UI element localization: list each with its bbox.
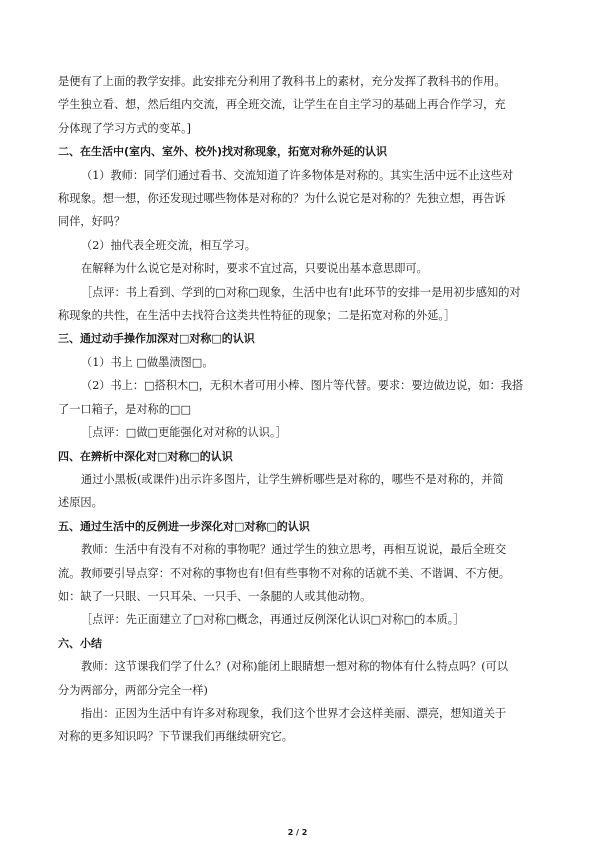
text-line: 在解释为什么说它是对称时，要求不宜过高，只要说出基本意思即可。 [81, 262, 428, 276]
text-line: 通过小黑板(或课件)出示许多图片，让学生辨析哪些是对称的，哪些不是对称的，并简 [81, 472, 504, 486]
text-line: 指出：正因为生活中有许多对称现象，我们这个世界才会这样美丽、漂亮，想知道关于 [81, 706, 507, 720]
section-heading: 六、小结 [58, 636, 102, 650]
text-line: 分为两部分，两部分完全一样) [58, 683, 208, 697]
text-line: 称现象。想一想，你还发现过哪些物体是对称的？为什么说它是对称的？先独立想，再告诉 [58, 192, 506, 206]
text-line: （1）书上 □做墨渍图□。 [81, 355, 214, 369]
text-line: 称现象的共性，在生活中去找符合这类共性特征的现象；二是拓宽对称的外延。］ [58, 309, 456, 323]
text-line: 了一口箱子，是对称的□□ [58, 402, 192, 416]
section-heading: 三、通过动手操作加深对□对称□的认识 [58, 332, 255, 346]
text-line: 教师：生活中有没有不对称的事物呢？通过学生的独立思考，再相互说说，最后全班交 [81, 543, 507, 557]
text-line: 教师：这节课我们学了什么？(对称)能闭上眼睛想一想对称的物体有什么特点吗？(可以 [81, 660, 509, 674]
section-heading: 二、在生活中(室内、室外、校外)找对称现象，拓宽对称外延的认识 [58, 145, 388, 159]
text-line: 对称的更多知识吗？下节课我们再继续研究它。 [58, 730, 293, 744]
text-line: 分体现了学习方式的变革。] [58, 121, 192, 135]
text-line: 是便有了上面的教学安排。此安排充分利用了教科书上的素材，充分发挥了教科书的作用。 [58, 75, 506, 88]
text-line: （2）书上：□搭积木□，无积木者可用小棒、图片等代替。要求：要边做边说，如：我搭 [81, 379, 524, 393]
text-line: （1）教师：同学们通过看书、交流知道了许多物体是对称的。其实生活中远不止这些对 [81, 168, 514, 182]
text-line: （2）抽代表全班交流，相互学习。 [81, 238, 256, 252]
section-heading: 五、通过生活中的反例进一步深化对□对称□的认识 [58, 519, 310, 533]
text-line: 述原因。 [58, 496, 103, 510]
text-line: ［点评：书上看到、学到的□对称□现象，生活中也有!此环节的安排一是用初步感知的对 [81, 285, 521, 299]
page-number: 2 / 2 [287, 828, 308, 837]
document-body [58, 70, 540, 749]
text-line: 同伴，好吗？ [58, 215, 126, 229]
text-line: ［点评：先正面建立了□对称□概念，再通过反例深化认识□对称□的本质。］ [81, 613, 465, 627]
text-line: ［点评：□做□更能强化对对称的认识。］ [81, 426, 287, 440]
section-heading: 四、在辨析中深化对□对称□的认识 [58, 449, 233, 463]
text-line: 学生独立看、想，然后组内交流，再全班交流，让学生在自主学习的基础上再合作学习，充 [58, 98, 506, 112]
text-line: 流。教师要引导点穿：不对称的事物也有!但有些事物不对称的话就不美、不谐调、不方便。 [58, 566, 510, 580]
text-line: 如：缺了一只眼、一只耳朵、一只手、一条腿的人或其他动物。 [58, 589, 372, 603]
